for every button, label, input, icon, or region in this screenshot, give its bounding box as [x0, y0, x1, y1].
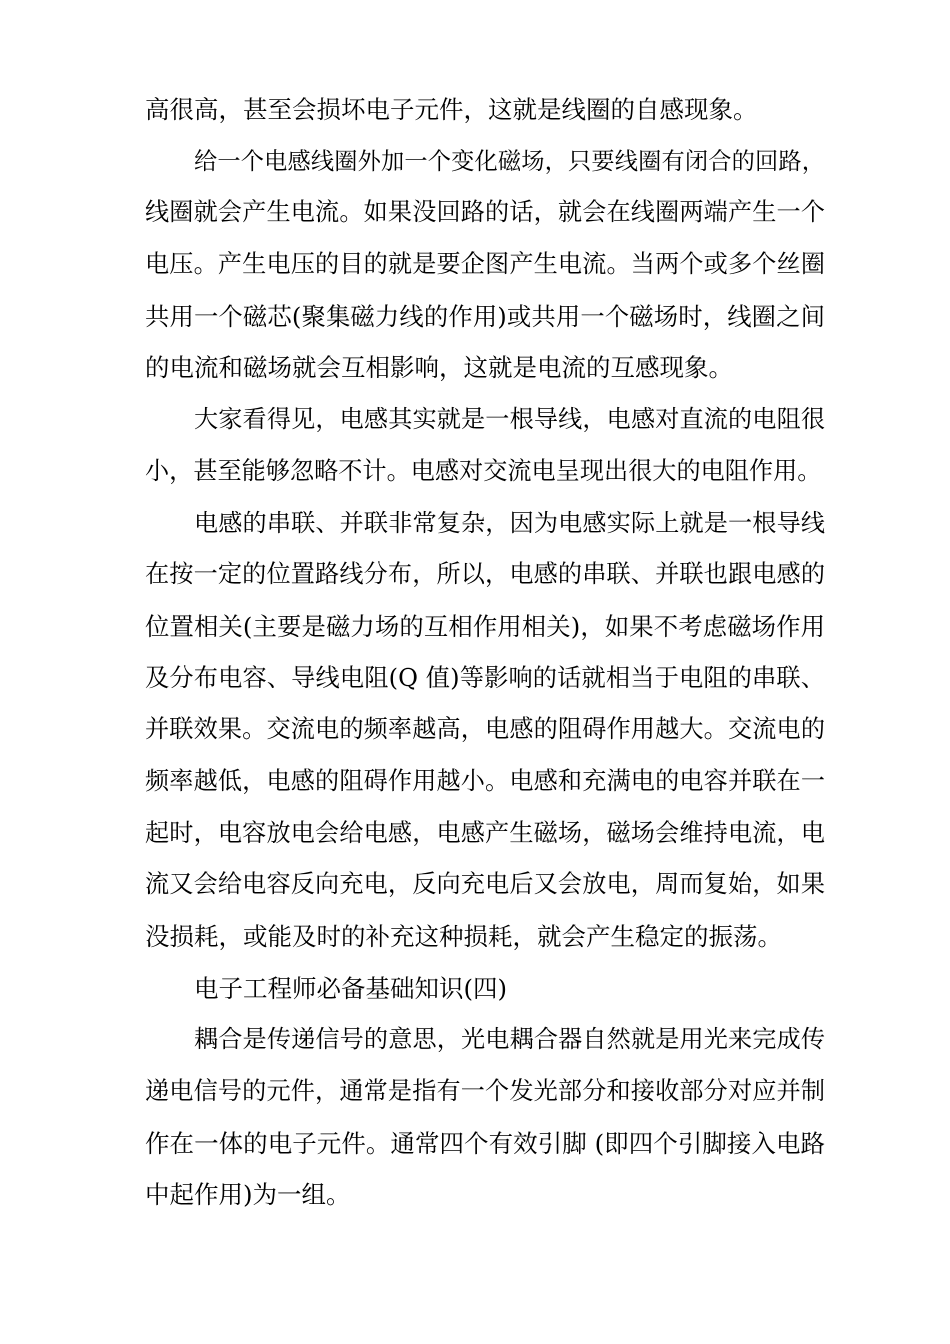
- text-line: 流又会给电容反向充电，反向充电后又会放电，周而复始，如果: [145, 870, 825, 899]
- text-line: 的电流和磁场就会互相影响，这就是电流的互感现象。: [145, 353, 733, 383]
- text-line: 高很高，甚至会损坏电子元件，这就是线圈的自感现象。: [145, 95, 758, 124]
- text-line: 共用一个磁芯(聚集磁力线的作用)或共用一个磁场时，线圈之间: [145, 301, 825, 331]
- text-line: 中起作用)为一组。: [145, 1180, 351, 1210]
- text-line: 电感的串联、并联非常复杂，因为电感实际上就是一根导线: [194, 508, 825, 537]
- text-line: 起时，电容放电会给电感，电感产生磁场，磁场会维持电流，电: [145, 818, 825, 847]
- text-line: 线圈就会产生电流。如果没回路的话，就会在线圈两端产生一个: [145, 198, 825, 227]
- text-line: 电压。产生电压的目的就是要企图产生电流。当两个或多个丝圈: [145, 250, 825, 279]
- text-line: 给一个电感线圈外加一个变化磁场，只要线圈有闭合的回路，: [194, 147, 825, 175]
- text-line: 小，甚至能够忽略不计。电感对交流电呈现出很大的电阻作用。: [145, 456, 822, 485]
- text-line: 没损耗，或能及时的补充这种损耗，就会产生稳定的振荡。: [145, 922, 782, 951]
- body-text: [145, 84, 825, 1221]
- section-heading: 电子工程师必备基础知识(四): [194, 973, 508, 1003]
- text-line: 递电信号的元件，通常是指有一个发光部分和接收部分对应并制: [145, 1077, 825, 1106]
- text-line: 位置相关(主要是磁力场的互相作用相关)，如果不考虑磁场作用: [145, 611, 825, 641]
- text-line: 频率越低，电感的阻碍作用越小。电感和充满电的电容并联在一: [145, 766, 825, 795]
- text-line: 及分布电容、导线电阻(Q 值)等影响的话就相当于电阻的串联、: [145, 663, 825, 692]
- text-line: 大家看得见，电感其实就是一根导线，电感对直流的电阻很: [194, 405, 825, 434]
- text-line: 并联效果。交流电的频率越高，电感的阻碍作用越大。交流电的: [145, 715, 825, 744]
- text-line: 耦合是传递信号的意思，光电耦合器自然就是用光来完成传: [194, 1025, 825, 1054]
- text-line: 在按一定的位置路线分布，所以，电感的串联、并联也跟电感的: [145, 560, 825, 589]
- text-line: 作在一体的电子元件。通常四个有效引脚 (即四个引脚接入电路: [145, 1128, 825, 1158]
